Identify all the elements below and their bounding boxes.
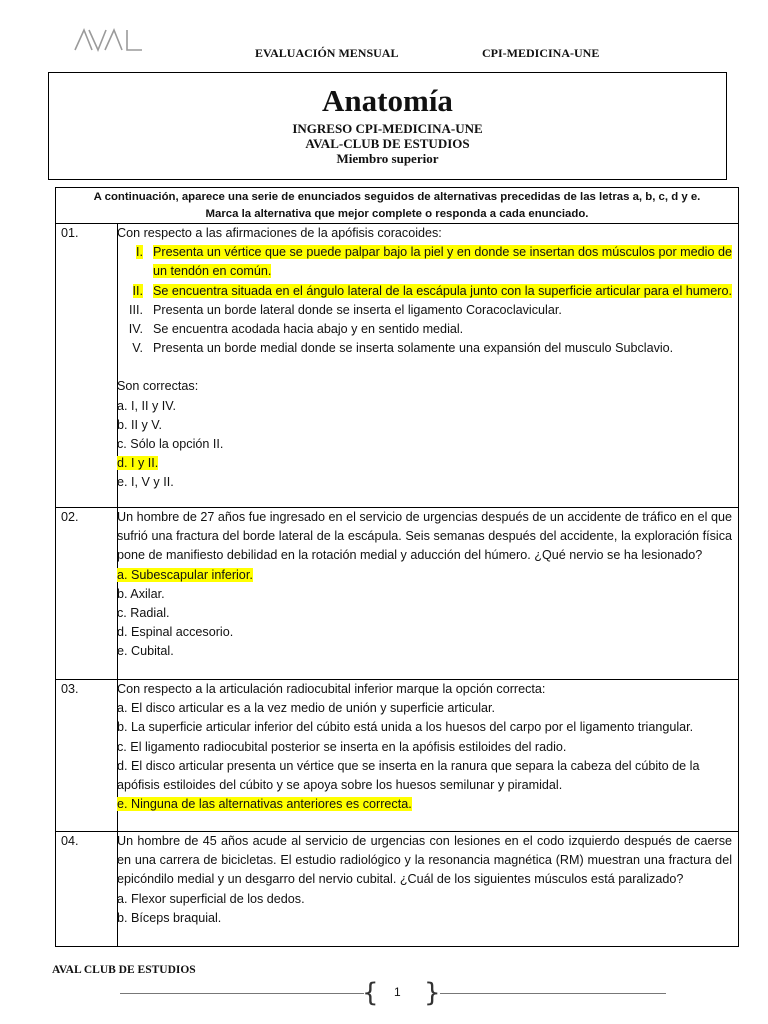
question-row-01 xyxy=(55,224,739,508)
title-line-1: INGRESO CPI-MEDICINA-UNE xyxy=(292,121,483,136)
question-body xyxy=(117,832,732,928)
header-program: CPI-MEDICINA-UNE xyxy=(482,46,600,60)
question-stem: Un hombre de 45 años acude al servicio de urgencias con lesiones en el codo izquierdo después de caerse en una carrera de bicicletas. El estudio radiológico y la resonancia magnética (RM) muestran una fractura del epicóndilo medial y un desgarro del nervio cubital. ¿Cuál de los siguientes músculos está paralizado? xyxy=(117,834,732,887)
statement-item xyxy=(117,301,732,320)
instructions-line-1: A continuación, aparece una serie de enunciados seguidos de alternativas precedidas de las letras a, b, c, d y e. xyxy=(93,191,701,203)
question-number: 02. xyxy=(56,508,118,679)
statement-text: Se encuentra acodada hacia abajo y en sentido medial. xyxy=(153,322,464,337)
question-number: 03. xyxy=(56,680,118,831)
page-number: 1 xyxy=(394,985,401,999)
answer-option: b. II y V. xyxy=(117,417,163,432)
question-row-04 xyxy=(55,832,739,947)
question-stem: Con respecto a la articulación radiocubital inferior marque la opción correcta: xyxy=(117,682,546,696)
page-title: Anatomía xyxy=(322,83,453,118)
answer-option: c. Sólo la opción II. xyxy=(117,437,224,452)
statement-item xyxy=(117,243,732,281)
instructions-line-2: Marca la alternativa que mejor complete o responda a cada enunciado. xyxy=(205,208,589,220)
statement-numeral: V. xyxy=(132,341,143,356)
title-line-2: AVAL-CLUB DE ESTUDIOS xyxy=(305,136,470,151)
statement-numeral: IV. xyxy=(128,322,143,337)
footer-organization: AVAL CLUB DE ESTUDIOS xyxy=(52,964,196,976)
title-box xyxy=(48,72,727,180)
footer-divider-left xyxy=(120,993,364,994)
question-number: 01. xyxy=(56,224,118,507)
statement-text: Presenta un vértice que se puede palpar bajo la piel y en donde se insertan dos músculos por medio de un tendón en común. xyxy=(153,245,732,279)
right-brace-icon: } xyxy=(424,978,441,1008)
answer-option: d. El disco articular presenta un vértice que se inserta en la ranura que separa la cabeza del cúbito de la apófisis estiloides del cúbito y se apoya sobre los huesos semilunar y piramidal. xyxy=(117,758,700,793)
answer-option-correct: d. I y II. xyxy=(117,456,159,471)
answer-option: a. I, II y IV. xyxy=(117,398,177,413)
footer-divider-right xyxy=(440,993,666,994)
statement-item xyxy=(117,320,732,339)
instructions xyxy=(55,187,739,224)
answer-option: b. La superficie articular inferior del cúbito está unida a los huesos del carpo por el ligamento triangular. xyxy=(117,720,694,735)
answer-option: a. Flexor superficial de los dedos. xyxy=(117,891,305,906)
answer-option: e. I, V y II. xyxy=(117,475,174,490)
question-body xyxy=(117,508,732,662)
question-body xyxy=(117,680,732,814)
answer-option: a. El disco articular es a la vez medio de unión y superficie articular. xyxy=(117,701,495,716)
question-stem: Un hombre de 27 años fue ingresado en el servicio de urgencias después de un accidente de tráfico en el que sufrió una fractura del borde lateral de la escápula. Seis semanas después del accidente, la exploración física pone de manifiesto debilidad en la rotación medial y aducción del húmero. ¿Qué nervio se ha lesionado? xyxy=(117,510,732,563)
statement-item xyxy=(117,339,732,358)
aval-logo xyxy=(72,22,146,56)
question-prompt: Son correctas: xyxy=(117,379,199,394)
answer-option: b. Bíceps braquial. xyxy=(117,910,222,925)
statement-numeral: II. xyxy=(132,283,143,298)
answer-option-correct: a. Subescapular inferior. xyxy=(117,567,253,582)
question-row-02 xyxy=(55,508,739,680)
statement-text: Presenta un borde lateral donde se inserta el ligamento Coracoclavicular. xyxy=(153,302,562,317)
answer-option: c. Radial. xyxy=(117,606,170,621)
header-exam-type: EVALUACIÓN MENSUAL xyxy=(255,46,399,60)
question-row-03 xyxy=(55,680,739,832)
question-number: 04. xyxy=(56,832,118,946)
answer-option: b. Axilar. xyxy=(117,586,165,601)
statement-text: Presenta un borde medial donde se inserta solamente una expansión del musculo Subclavio. xyxy=(153,341,674,356)
question-body xyxy=(117,224,732,493)
answer-option-correct: e. Ninguna de las alternativas anteriores es correcta. xyxy=(117,797,412,812)
question-stem: Con respecto a las afirmaciones de la apófisis coracoides: xyxy=(117,226,442,240)
statement-item xyxy=(117,282,732,301)
left-brace-icon: { xyxy=(362,978,379,1008)
answer-option: d. Espinal accesorio. xyxy=(117,625,234,640)
statement-text: Se encuentra situada en el ángulo lateral de la escápula junto con la superficie articular para el humero. xyxy=(153,283,732,298)
statement-numeral: III. xyxy=(129,302,143,317)
statement-numeral: I. xyxy=(136,245,143,260)
answer-option: c. El ligamento radiocubital posterior se inserta en la apófisis estiloides del radio. xyxy=(117,739,567,754)
answer-option: e. Cubital. xyxy=(117,644,174,659)
title-line-3: Miembro superior xyxy=(336,151,439,166)
